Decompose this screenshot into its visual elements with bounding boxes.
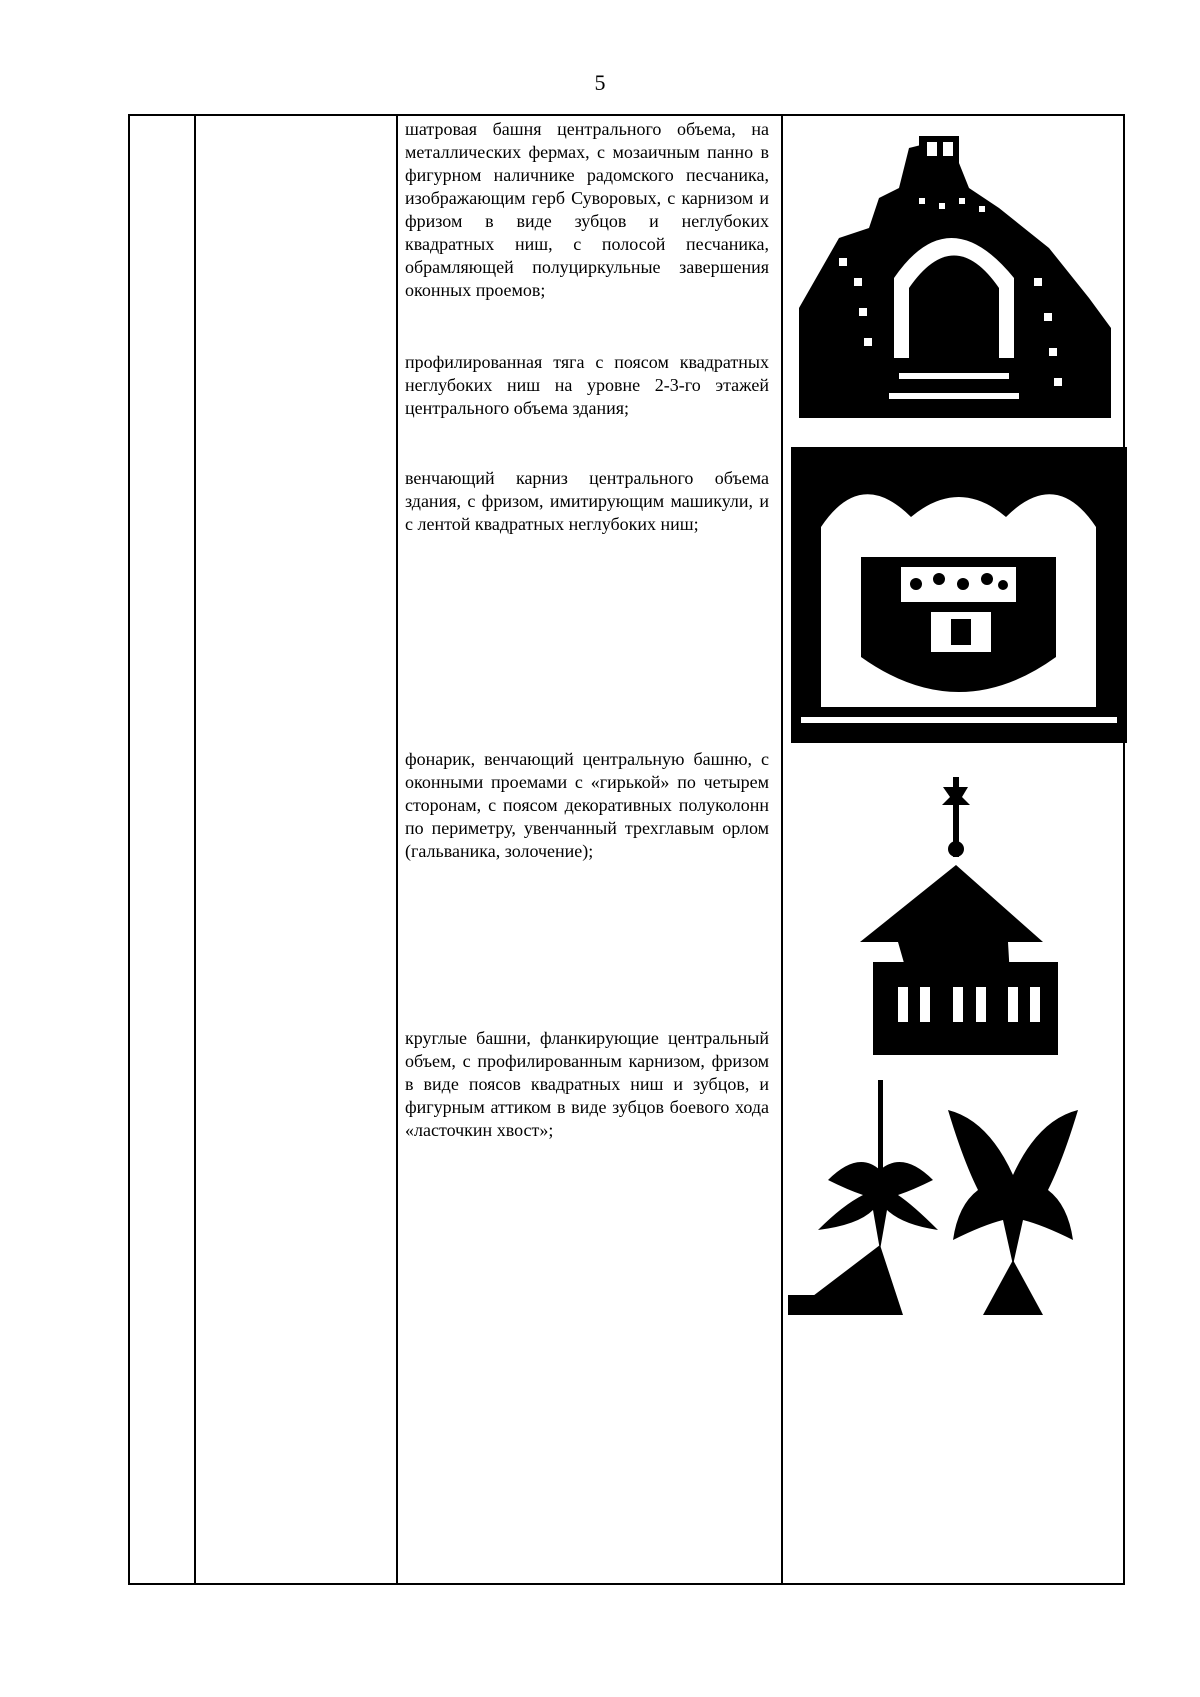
page-number: 5	[594, 70, 606, 95]
feature-round-towers: круглые башни, фланкирующие центральный объем, с профилированным карнизом, фризом в виде поясов квадратных ниш и зубцов, и фигурным аттиком в виде зубцов боевого хода «ласточкин хвост»;	[405, 1028, 769, 1140]
feature-string-course: профилированная тяга с поясом квадратных неглубоких ниш на уровне 2-3-го этажей центрального объема здания;	[405, 352, 769, 418]
feature-tent-tower: шатровая башня центрального объема, на металлических фермах, с мозаичным панно в фигурном наличнике радомского песчаника, изображающим герб Суворовых, с карнизом и фризом в виде зубцов и неглубоких квадратных ниш, с полосой песчаника, обрамляющей полуциркульные завершения оконных проемов;	[405, 119, 769, 300]
coat-of-arms-photo	[791, 447, 1127, 743]
column-divider-2	[396, 116, 398, 1583]
feature-crowning-cornice: венчающий карниз центрального объема здания, с фризом, имитирующим машикули, и с лентой квадратных неглубоких ниш;	[405, 468, 769, 534]
column-divider-1	[194, 116, 196, 1583]
eagles-photo	[788, 1080, 1108, 1315]
lantern-photo	[858, 777, 1073, 1055]
column-divider-3	[781, 116, 783, 1583]
feature-lantern: фонарик, венчающий центральную башню, с оконными проемами с «гирькой» по четырем сторонам, с поясом декоративных полуколонн по периметру, увенчанный трехглавым орлом (гальваника, золочение);	[405, 749, 769, 861]
tower-photo	[799, 128, 1111, 418]
